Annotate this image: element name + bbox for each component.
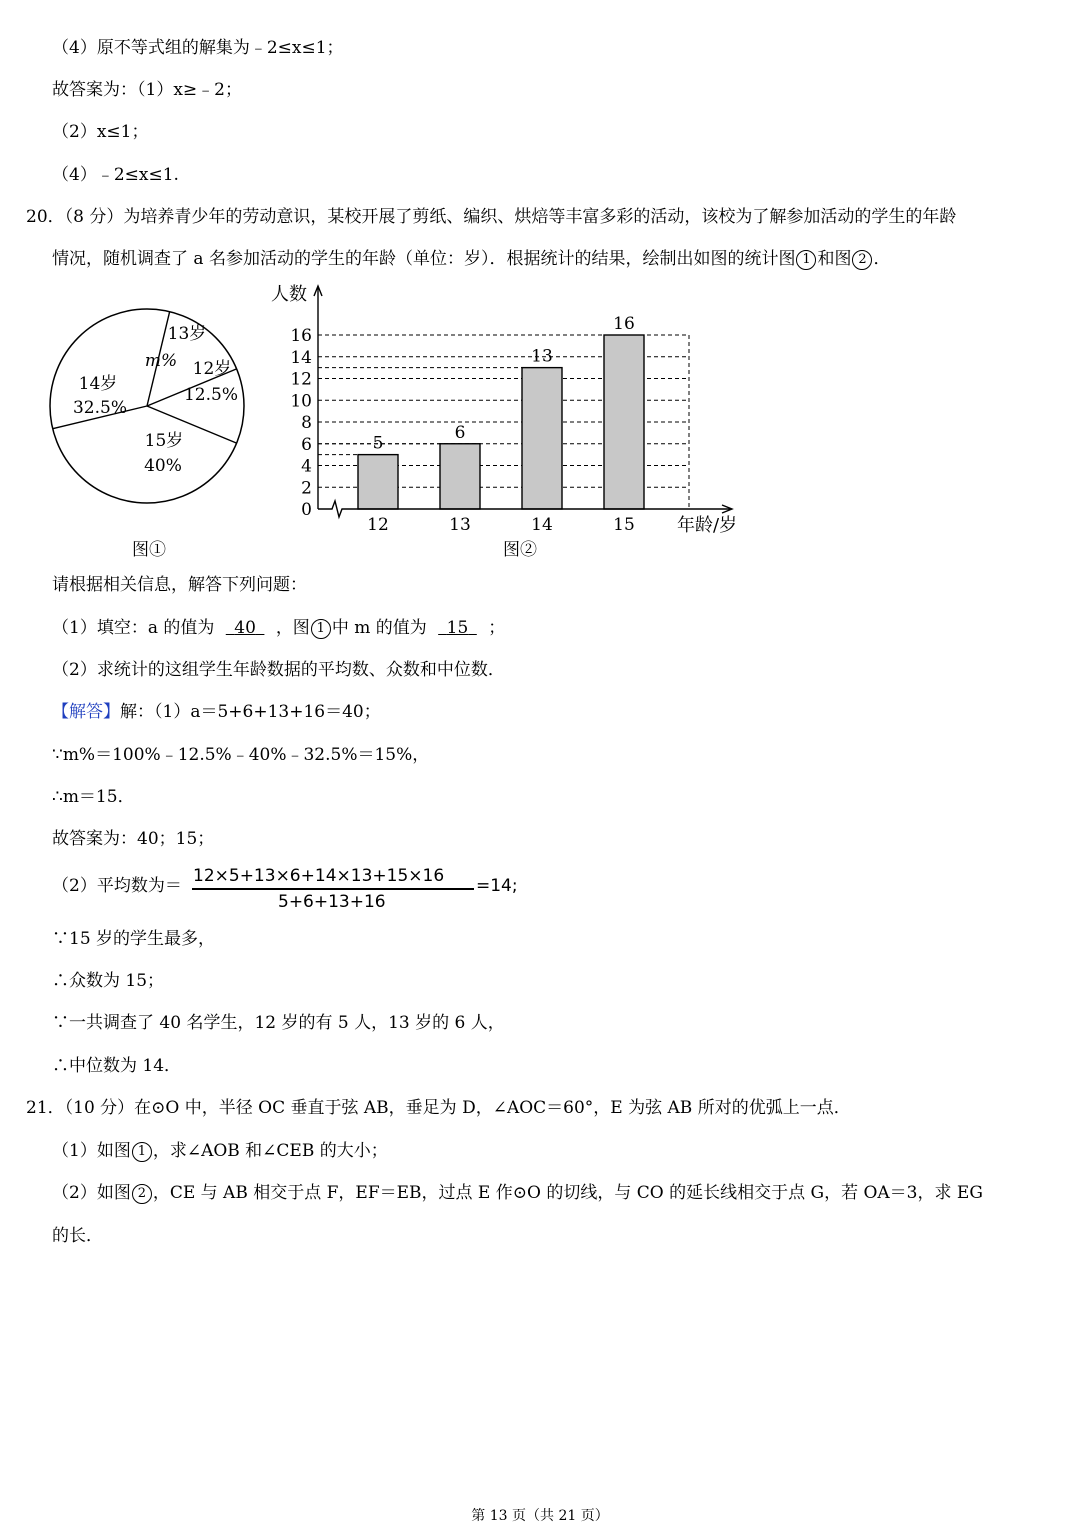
bar [440,444,480,509]
bar-caption: 图② [503,540,537,560]
bar-chart [265,280,755,570]
circled-number: 2 [132,1184,152,1204]
bar [358,455,398,509]
question-20-text: 20．（8 分）为培养青少年的劳动意识，某校开展了剪纸、编织、烘焙等丰富多彩的活动，该校为了解参加活动的学生的年龄 [26,207,957,227]
bar-bars [358,314,644,509]
y-tick-label: 2 [301,478,312,499]
circled-number: 1 [132,1142,152,1162]
text-line: 的长． [52,1226,103,1246]
fraction-denominator: 5+6+13+16 [278,892,386,912]
text-line: （2）平均数为＝ [52,876,182,896]
pie-label-13: 13岁 [167,324,207,344]
y-axis-label: 人数 [271,284,307,305]
answer-blank-m: 15 [446,618,469,638]
pie-value-12: 12.5% [183,385,239,405]
bar-data-label: 6 [454,422,466,443]
y-tick-label: 0 [301,500,312,520]
x-tick-label: 12 [367,515,389,535]
pie-label-15: 15岁 [144,431,184,451]
text-line: ∵一共调查了 40 名学生，12 岁的有 5 人，13 岁的 6 人， [52,1013,505,1033]
answer-blank-a: 40 [234,618,256,638]
pie-chart [40,300,260,570]
text-line: （2）x≤1； [52,122,149,142]
bar-data-label: 5 [372,433,384,454]
part-2: （2）求统计的这组学生年龄数据的平均数、众数和中位数． [52,660,505,680]
question-20-text-2 [52,247,890,271]
pie-label-12: 12岁 [192,359,232,379]
bar-data-label: 16 [613,314,635,334]
part-1 [52,616,505,640]
answer-tag: 【解答】 [52,702,120,722]
y-tick-label: 14 [290,347,312,368]
text-line: ∵15 岁的学生最多， [52,929,216,949]
x-tick-label: 13 [449,515,471,535]
pie-value-14: 32.5% [72,398,128,418]
answer-line [52,700,381,724]
text-line: 请根据相关信息，解答下列问题： [52,575,307,595]
text-line: （4）﹣2≤x≤1. [52,165,179,185]
text-line: ∴众数为 15； [52,971,165,991]
fraction-numerator: 12×5+13×6+14×13+15×16 [193,866,445,886]
circled-number: 1 [796,250,816,270]
text: （1）填空：a 的值为 [52,618,215,638]
text-line: ∵m%＝100%﹣12.5%﹣40%﹣32.5%＝15%， [52,745,430,765]
text: （1）如图 [52,1141,131,1161]
text: 和图 [817,249,852,269]
bar [522,368,562,509]
fraction-bar [192,888,474,890]
pie-label-14: 14岁 [78,374,118,394]
bar [604,335,644,509]
text: （2）如图 [52,1183,131,1203]
y-tick-label: 16 [290,326,312,346]
text: ． [873,249,891,269]
x-tick-label: 15 [613,515,635,535]
x-axis-label: 年龄/岁 [677,515,738,536]
text: 解：（1）a＝5+6+13+16＝40； [120,702,381,722]
fraction-result: =14; [476,876,518,896]
circled-number: 1 [311,619,331,639]
y-tick-label: 6 [301,434,312,455]
text-line: 故答案为：40；15； [52,829,215,849]
text: 情况，随机调查了 a 名参加活动的学生的年龄（单位：岁）．根据统计的结果，绘制出如图的统计图 [52,249,796,269]
question-21-text: 21．（10 分）在⊙O 中，半径 OC 垂直于弦 AB，垂足为 D，∠AOC＝60°，E 为弦 AB 所对的优弧上一点． [26,1098,851,1118]
text: ，求∠AOB 和∠CEB 的大小； [152,1141,388,1161]
bar-data-label: 13 [531,346,553,367]
text-line: 故答案为：（1）x≥﹣2； [52,80,242,100]
pie-caption: 图① [132,540,166,560]
text-line: （4）原不等式组的解集为﹣2≤x≤1； [52,38,344,58]
pie-value-13: m% [144,351,178,371]
y-tick-label: 4 [301,456,312,477]
text: ； [488,618,506,638]
y-tick-label: 10 [290,391,312,412]
text: ，图 [275,618,310,638]
y-tick-label: 8 [301,413,312,433]
text-line: ∴中位数为 14． [52,1056,182,1076]
pie-value-15: 40% [144,456,182,476]
question-21-part-2 [52,1181,983,1205]
question-21-part-1 [52,1139,388,1163]
text: ，CE 与 AB 相交于点 F，EF＝EB，过点 E 作⊙O 的切线，与 CO 的延长线相交于点 G，若 OA＝3，求 EG [152,1183,983,1203]
x-tick-label: 14 [531,515,553,535]
bar-axes [290,286,732,535]
y-tick-label: 12 [290,369,312,390]
circled-number: 2 [852,250,872,270]
text: 中 m 的值为 [331,618,427,638]
page-footer: 第 13 页（共 21 页） [471,1508,609,1524]
text-line: ∴m＝15． [52,787,135,807]
